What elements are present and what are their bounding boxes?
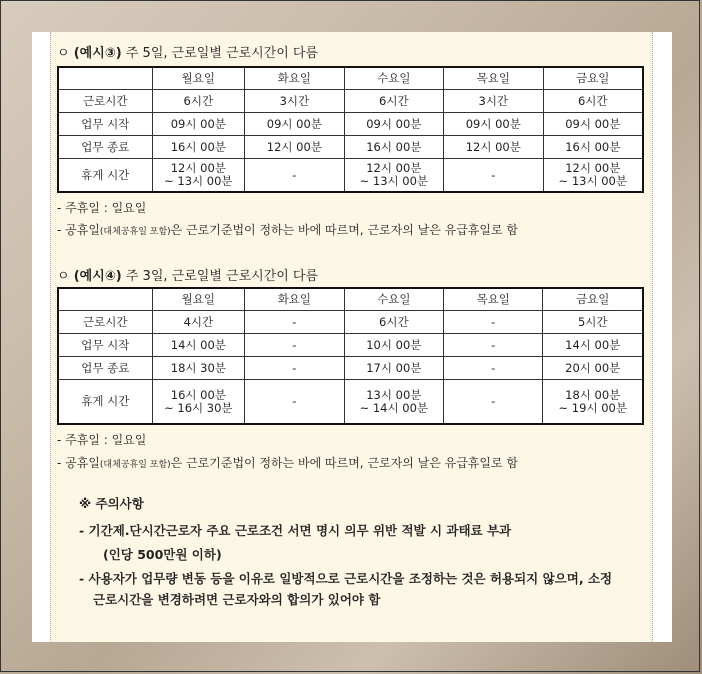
table-header-cell: 목요일 <box>444 288 543 311</box>
table-cell: 13시 00분 ~ 14시 00분 <box>344 380 443 425</box>
table-header-cell: 화요일 <box>245 67 344 90</box>
table-cell: 09시 00분 <box>245 113 344 136</box>
example4-label: (예시④) <box>73 269 122 284</box>
table-header-cell: 수요일 <box>344 67 443 90</box>
table-cell: - <box>245 334 344 357</box>
table-row <box>58 334 643 357</box>
row-label-cell: 휴게 시간 <box>58 380 152 425</box>
example4-title: 주 3일, 근로일별 근로시간이 다름 <box>125 269 319 284</box>
table-cell: - <box>444 380 543 425</box>
table-cell: - <box>245 311 344 334</box>
table-cell: 3시간 <box>245 90 344 113</box>
table-cell: 17시 00분 <box>344 357 443 380</box>
table-corner-cell <box>58 288 152 311</box>
table-row <box>58 311 643 334</box>
table-cell: 16시 00분 ~ 16시 30분 <box>152 380 245 425</box>
table-header-cell: 금요일 <box>543 288 643 311</box>
table-cell: 12시 00분 <box>245 136 344 159</box>
table-cell: 12시 00분 ~ 13시 00분 <box>344 159 443 193</box>
table-cell: 12시 00분 ~ 13시 00분 <box>152 159 245 193</box>
table-cell: 16시 00분 <box>543 136 643 159</box>
table-cell: 09시 00분 <box>543 113 643 136</box>
row-label-cell: 휴게 시간 <box>58 159 152 193</box>
table-cell: 12시 00분 <box>444 136 543 159</box>
table-cell: 12시 00분 ~ 13시 00분 <box>543 159 643 193</box>
table-cell: 5시간 <box>543 311 643 334</box>
table-cell: 6시간 <box>344 90 443 113</box>
note-small-text: (대체공휴일 포함) <box>99 460 171 470</box>
caution-line-agreement: 근로시간을 변경하려면 근로자와의 합의가 있어야 함 <box>93 592 381 607</box>
example3-note-holiday: - 주휴일 : 일요일 <box>57 201 147 215</box>
table-cell: 3시간 <box>444 90 543 113</box>
table-header-cell: 금요일 <box>543 67 643 90</box>
table-header-cell: 수요일 <box>344 288 443 311</box>
example4-note-public-holiday <box>57 454 518 471</box>
document-body <box>50 32 653 642</box>
table-cell: 14시 00분 <box>152 334 245 357</box>
example4-table <box>57 287 644 425</box>
table-cell: - <box>444 334 543 357</box>
table-row <box>58 159 643 193</box>
table-cell: 09시 00분 <box>444 113 543 136</box>
note-text: 은 근로기준법이 정하는 바에 따르며, 근로자의 날은 유급휴일로 함 <box>170 223 518 237</box>
table-cell: 18시 00분 ~ 19시 00분 <box>543 380 643 425</box>
table-cell: 14시 00분 <box>543 334 643 357</box>
example3-table <box>57 66 644 193</box>
caution-line-penalty: - 기간제.단시간근로자 주요 근로조건 서면 명시 의무 위반 적발 시 과태료 부과 <box>79 523 512 538</box>
example4-heading <box>57 265 318 284</box>
row-label-cell: 근로시간 <box>58 311 152 334</box>
table-cell: 4시간 <box>152 311 245 334</box>
table-cell: 09시 00분 <box>152 113 245 136</box>
table-cell: 6시간 <box>344 311 443 334</box>
table-cell: 20시 00분 <box>543 357 643 380</box>
note-text: 은 근로기준법이 정하는 바에 따르며, 근로자의 날은 유급휴일로 함 <box>170 456 518 470</box>
example3-title: 주 5일, 근로일별 근로시간이 다름 <box>125 46 319 61</box>
table-corner-cell <box>58 67 152 90</box>
row-label-cell: 업무 시작 <box>58 334 152 357</box>
table-row <box>58 136 643 159</box>
example3-label: (예시③) <box>73 46 122 61</box>
table-cell: - <box>444 311 543 334</box>
table-cell: - <box>245 357 344 380</box>
row-label-cell: 업무 종료 <box>58 136 152 159</box>
caution-title: ※ 주의사항 <box>79 496 144 511</box>
table-cell: 6시간 <box>152 90 245 113</box>
table-cell: 18시 30분 <box>152 357 245 380</box>
table-row <box>58 357 643 380</box>
bullet-circle: ㅇ <box>57 46 70 61</box>
table-row <box>58 90 643 113</box>
row-label-cell: 업무 시작 <box>58 113 152 136</box>
table-header-cell: 월요일 <box>152 288 245 311</box>
table-cell: 10시 00분 <box>344 334 443 357</box>
note-text: - 공휴일 <box>57 223 100 237</box>
table-cell: 16시 00분 <box>344 136 443 159</box>
example4-note-holiday: - 주휴일 : 일요일 <box>57 433 147 447</box>
table-cell: 6시간 <box>543 90 643 113</box>
table-cell: 16시 00분 <box>152 136 245 159</box>
note-text: - 공휴일 <box>57 456 100 470</box>
example3-heading <box>57 42 318 61</box>
table-cell: - <box>245 159 344 193</box>
table-header-cell: 월요일 <box>152 67 245 90</box>
caution-line-penalty-amount: (인당 500만원 이하) <box>103 547 222 562</box>
row-label-cell: 업무 종료 <box>58 357 152 380</box>
bullet-circle: ㅇ <box>57 269 70 284</box>
table-cell: 09시 00분 <box>344 113 443 136</box>
table-row <box>58 113 643 136</box>
table-cell: - <box>444 159 543 193</box>
table-cell: - <box>245 380 344 425</box>
row-label-cell: 근로시간 <box>58 90 152 113</box>
table-header-cell: 화요일 <box>245 288 344 311</box>
note-small-text: (대체공휴일 포함) <box>99 227 171 237</box>
table-row <box>58 380 643 425</box>
caution-line-adjustment: - 사용자가 업무량 변동 등을 이유로 일방적으로 근로시간을 조정하는 것은 허용되지 않으며, 소정 <box>79 571 613 586</box>
table-cell: - <box>444 357 543 380</box>
document-page <box>32 32 672 642</box>
table-header-cell: 목요일 <box>444 67 543 90</box>
example3-note-public-holiday <box>57 221 518 238</box>
